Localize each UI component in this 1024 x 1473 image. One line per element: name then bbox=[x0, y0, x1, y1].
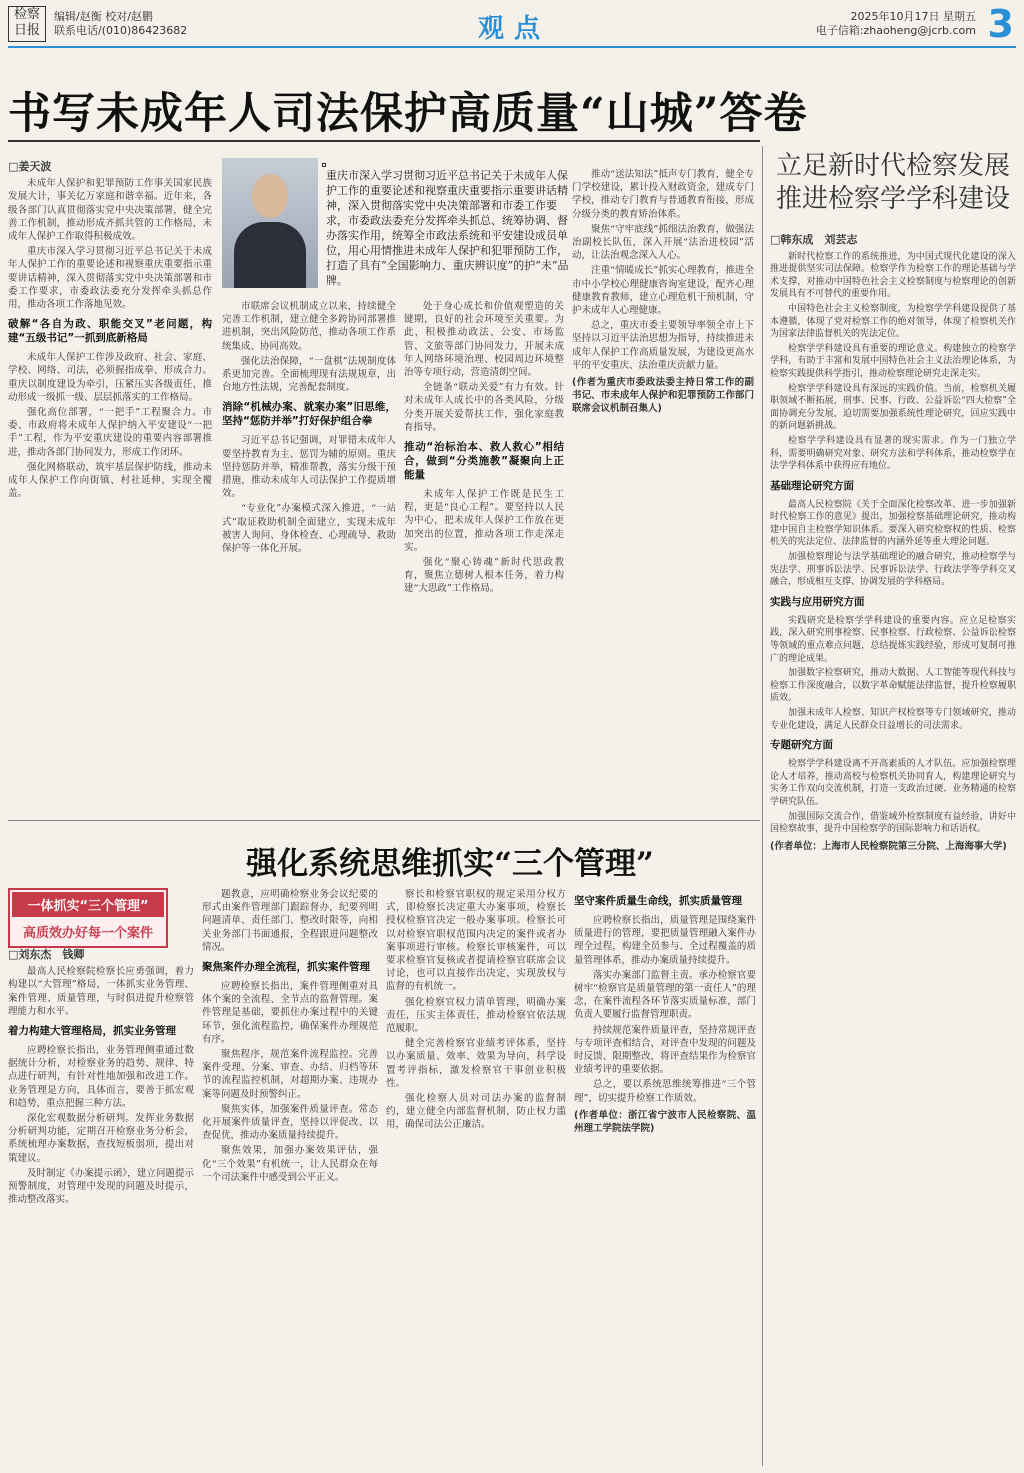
section-divider bbox=[8, 820, 760, 821]
headline-divider bbox=[8, 140, 760, 142]
editors-line: 编辑/赵衡 校对/赵鹏 bbox=[54, 10, 153, 23]
article3-column-4 bbox=[574, 888, 756, 1466]
article3-subheading-3: 坚守案件质量生命线，抓实质量管理 bbox=[574, 895, 742, 907]
article3-headline: 强化系统思维抓实“三个管理” bbox=[246, 846, 654, 882]
editor-info bbox=[54, 10, 187, 38]
date-info bbox=[816, 10, 976, 38]
body-text: 市联席会议机制成立以来，持续健全完善工作机制，建立健全多跨协同部署推进机制，突出风险防范，推动各项工作系统集成、协同高效。 强化法治保障，“一盘棋”法规制度体系更加完善。全面梳理现有法规规章，出台地方性法规，完善配套制度。 bbox=[222, 301, 396, 394]
article1-column-2: 市联席会议机制成立以来，持续健全完善工作机制，建立健全多跨协同部署推进机制，突出风险防范，推动各项工作系统集成、协同高效。 强化法治保障，“一盘棋”法规制度体系更加完善。全面梳理现有法规规章，出台地方性法规，完善配套制度。 消除“机械办案、就案办案”旧思维，坚持“惩防并举”打好保护组合拳 习近平总书记强调，对罪错未成年人要坚持教育为主、惩罚为辅的原则。重庆坚持惩防并举，精准帮教，落实分级干预措施，推动未成年人司法保护工作提质增效。 “专业化”办案模式深入推进，“一站式”取证救助机制全面建立，实现未成年被害人询问、身体检查、心理疏导、救助保护等一体化开展。 bbox=[222, 301, 396, 555]
body-text: 察长和检察官职权的规定采用分权方式，即检察长决定重大办案事项，检察长授权检察官决定一般办案事项。检察长可以对检察官职权范围内决定的案件或者办案事项进行审核。检察长审核案件，可以要求检察官复核或者提请检察官联席会议讨论，也可以直接作出决定，实现放权与监督的有机统一。 强化检察官权力清单管理，明确办案责任，压实主体责任，推动检察官依法规范履职。 健全完善检察官业绩考评体系，坚持以办案质量、效率、效果为导向，科学设置考评指标，激发检察官干事创业积极性。 强化检察人员对司法办案的监督制约，建立健全内部监督机制，防止权力滥用，确保司法公正廉洁。 bbox=[386, 889, 566, 1131]
article3-subheading-2: 聚焦案件办理全流程，抓实案件管理 bbox=[202, 961, 370, 974]
email-line: 电子信箱:zhaoheng@jcrb.com bbox=[815, 24, 976, 37]
column-divider bbox=[762, 146, 763, 1466]
body-text: 题教意，应明确检察业务会议纪要的形式由案件管理部门跟踪督办，纪要列明问题清单、责任部门、整改时限等，向相关业务部门书面通报，全程跟进问题整改情况。 bbox=[202, 889, 378, 953]
article2-author-note: (作者单位：上海市人民检察院第三分院、上海海事大学) bbox=[770, 840, 1007, 852]
article3-byline: □刘东杰 钱卿 bbox=[8, 948, 85, 961]
body-text: 处于身心成长和价值观塑造的关键期，良好的社会环境至关重要。为此，积极推动政法、公安、市场监管、文旅等部门协同发力，开展未成年人网络环境治理、校园周边环境整治等专项行动，营造清朗空间。 全链条“联动关爱”有力有效。针对未成年人成长中的各类风险，分级分类开展关爱帮扶工作，强化家庭教育指导。 bbox=[404, 301, 564, 433]
article3-author-note: (作者单位：浙江省宁波市人民检察院、温州理工学院法学院) bbox=[574, 1109, 756, 1134]
article1-subheading-3: 推动“治标治本、救人救心”相结合，做到“分类施教”凝聚向上正能量 bbox=[404, 441, 564, 482]
article2-byline: □韩东成 刘芸志 bbox=[770, 234, 858, 246]
body-text: 新时代检察工作的系统推进，为中国式现代化建设的深入推进提供坚实司法保障。检察学作为检察工作的理论基础与学术支撑，对推动中国特色社会主义检察制度与检察理论的创新发展具有不可替代的重要作用。 中国特色社会主义检察制度，为检察学学科建设提供了基本遵循，体现了党对检察工作的绝对领导，体现了检察机关作为国家法律监督机关的宪法定位。 检察学学科建设具有重要的理论意义。构建独立的检察学学科，有助于丰富和发展中国特色社会主义法治理论体系，为检察实践提供科学指引，推动检察理论研究走深走实。 检察学学科建设具有深远的实践价值。当前，检察机关履职领域不断拓展，刑事、民事、行政、公益诉讼“四大检察”全面协调充分发展，迫切需要加强系统性理论研究，回应实践中的新问题新挑战。 检察学学科建设具有显著的现实需求。作为一门独立学科，需要明确研究对象、研究方法和学科体系，推动检察学在法学学科体系中获得应有地位。 bbox=[770, 251, 1016, 472]
article3-column-3 bbox=[386, 888, 566, 1466]
section-title: 观点 bbox=[478, 14, 551, 44]
body-text: 应聘检察长指出，质量管理是围绕案件质量进行的管理，要把质量管理融入案件办理全过程，构建全员参与、全过程覆盖的质量管理体系，推动办案质量持续提升。 落实办案部门监督主责。承办检察官要树牢“检察官是质量管理的第一责任人”的理念，在案件流程各环节落实质量标准，部门负责人要履行监督管理职责。 持续规范案件质量评查，坚持常规评查与专项评查相结合，对评查中发现的问题及时反馈、限期整改，将评查结果作为检察官业绩考评的重要依据。 总之，要以系统思维统筹推进“三个管理”，切实提升检察工作质效。 bbox=[574, 915, 756, 1104]
article3-column-2: 题教意，应明确检察业务会议纪要的形式由案件管理部门跟踪督办，纪要列明问题清单、责任部门、整改时限等，向相关业务部门书面通报，全程跟进问题整改情况。 聚焦案件办理全流程，抓实案件管理 应聘检察长指出，案件管理侧重对具体个案的全流程、全节点的监督管理。案件管理是基础，要抓住办案过程中的关键环节，强化流程监控，确保案件办理规范有序。 聚焦程序，规范案件流程监控。完善案件受理、分案、审查、办结、归档等环节的流程监控机制，对超期办案、违规办案等问题及时预警纠正。 聚焦实体，加强案件质量评查。常态化开展案件质量评查，坚持以评促改、以查促优，推动办案质量持续提升。 聚焦效果，加强办案效果评估，强化“三个效果”有机统一，让人民群众在每一个司法案件中感受到公平正义。 bbox=[202, 889, 378, 1183]
article3-subheading-1: 着力构建大管理格局，抓实业务管理 bbox=[8, 1025, 176, 1038]
article1-column-1: □姜天波 未成年人保护和犯罪预防工作事关国家民族发展大计，事关亿万家庭和谐幸福。近年来，各级各部门认真贯彻落实党中央决策部署，健全完善工作机制，推动形成齐抓共管的工作格局，未成年人保护工作取得积极成效。 重庆市深入学习贯彻习近平总书记关于未成年人保护工作的重要论述和视察重庆重要指示重要讲话精神，深入贯彻落实党中央决策部署和市委工作要求，市委政法委充分发挥牵头抓总作用，推动各项工作落地见效。 破解“各自为政、职能交叉”老问题，构建“五级书记”一抓到底新格局 未成年人保护工作涉及政府、社会、家庭、学校、网络、司法，必须握指成拳、形成合力。重庆以制度建设为牵引，压紧压实各级责任，推动形成一级抓一级、层层抓落实的工作格局。 强化高位部署，“一把手”工程聚合力。市委、市政府将未成年人保护纳入平安建设“一把手”工程，作为平安重庆建设的重要内容部署推进，推动各部门协同发力，形成工作闭环。 强化网格联动，筑牢基层保护防线，推动未成年人保护工作向街镇、村社延伸，实现全覆盖。 bbox=[8, 160, 212, 500]
article3-column-1: □刘东杰 钱卿 最高人民检察院检察长应勇强调，着力构建以“大管理”格局，一体抓实业务管理、案件管理、质量管理，与时俱进提升检察管理能力和水平。 着力构建大管理格局，抓实业务管理 应聘检察长指出，业务管理侧重通过数据统计分析，对检察业务的趋势、规律、特点进行研判，有针对性地加强和改进工作。业务管理是方向，具体而言，要善于抓宏观和趋势，重点把握三种方法。 深化宏观数据分析研判。发挥业务数据分析研判功能，定期召开检察业务分析会，系统梳理办案数据，查找短板弱项，提出对策建议。 及时制定《办案提示函》，建立问题提示预警制度，对管理中发现的问题及时提示，推动整改落实。 bbox=[8, 948, 194, 1206]
article2-subheading-2: 实践与应用研究方面 bbox=[770, 595, 865, 608]
author-photo bbox=[222, 158, 318, 288]
page-number: 3 bbox=[987, 2, 1014, 46]
article2-subheading-1: 基础理论研究方面 bbox=[770, 479, 854, 492]
article1-byline: □姜天波 bbox=[8, 160, 52, 173]
article1-subheading-1: 破解“各自为政、职能交叉”老问题，构建“五级书记”一抓到底新格局 bbox=[8, 318, 212, 345]
article1-intro: 重庆市深入学习贯彻习近平总书记关于未成年人保护工作的重要论述和视察重庆重要指示重要讲话精神，深入贯彻落实党中央决策部署和市委工作要求，市委政法委充分发挥牵头抓总、统筹协调、督办落实作用，统筹全市政法系统和平安建设成员单位，用心用情推进未成年人保护和犯罪预防工作，打造了具有“全国影响力、重庆辨识度”的护“未”品牌。 bbox=[326, 169, 569, 287]
article2-headline: 立足新时代检察发展推进检察学学科建设 bbox=[775, 151, 1010, 214]
contact-line: 联系电话/(010)86423682 bbox=[54, 24, 188, 37]
callout-line-1: 一体抓实“三个管理” bbox=[12, 892, 164, 917]
article1-subheading-2: 消除“机械办案、就案办案”旧思维，坚持“惩防并举”打好保护组合拳 bbox=[222, 401, 396, 428]
article2-column: □韩东成 刘芸志 新时代检察工作的系统推进，为中国式现代化建设的深入推进提供坚实司法保障。检察学作为检察工作的理论基础与学术支撑，对推动中国特色社会主义检察制度与检察理论的创新发展具有不可替代的重要作用。 中国特色社会主义检察制度，为检察学学科建设提供了基本遵循，体现了党对检察工作的绝对领导，体现了检察机关作为国家法律监督机关的宪法定位。 检察学学科建设具有重要的理论意义。构建独立的检察学学科，有助于丰富和发展中国特色社会主义法治理论体系，为检察实践提供科学指引，推动检察理论研究走深走实。 检察学学科建设具有深远的实践价值。当前，检察机关履职领域不断拓展，刑事、民事、行政、公益诉讼“四大检察”全面协调充分发展，迫切需要加强系统性理论研究，回应实践中的新问题新挑战。 检察学学科建设具有显著的现实需求。作为一门独立学科，需要明确研究对象、研究方法和学科体系，推动检察学在法学学科体系中获得应有地位。 基础理论研究方面 最高人民检察院《关于全面深化检察改革、进一步加强新时代检察工作的意见》提出，加强检察基础理论研究，推动构建中国自主检察学知识体系。要深入研究检察权的性质、检察机关的宪法定位、法律监督的内涵外延等重大理论问题。 加强检察理论与法学基础理论的融合研究，推动检察学与宪法学、刑事诉讼法学、民事诉讼法学、行政法学等学科交叉融合，形成相互支撑、协调发展的学科格局。 实践与应用研究方面 实践研究是检察学学科建设的重要内容。应立足检察实践，深入研究刑事检察、民事检察、行政检察、公益诉讼检察等领域的重点难点问题，总结提炼实践经验，形成可复制可推广的理论成果。 加强数字检察研究，推动大数据、人工智能等现代科技与检察工作深度融合，以数字革命赋能法律监督，提升检察履职质效。 加强未成年人检察、知识产权检察等专门领域研究，推动专业化建设，满足人民群众日益增长的司法需求。 专题研究方面 检察学学科建设离不开高素质的人才队伍。应加强检察理论人才培养，推动高校与检察机关协同育人，构建理论研究与实务工作双向交流机制，打造一支政治过硬、业务精通的检察学研究队伍。 加强国际交流合作，借鉴域外检察制度有益经验，讲好中国检察故事，提升中国检察学的国际影响力和话语权。 (作者单位：上海市人民检察院第三分院、上海海事大学) bbox=[770, 234, 1016, 852]
newspaper-logo: 检察日报 bbox=[8, 6, 46, 42]
article1-headline: 书写未成年人司法保护高质量“山城”答卷 bbox=[8, 89, 808, 139]
article1-author-note: (作者为重庆市委政法委主持日常工作的副书记、市未成年人保护和犯罪预防工作部门联席会议机制召集人) bbox=[572, 377, 754, 415]
article1-column-4 bbox=[572, 168, 754, 808]
body-text: 未成年人保护和犯罪预防工作事关国家民族发展大计，事关亿万家庭和谐幸福。近年来，各级各部门认真贯彻落实党中央决策部署，健全完善工作机制，推动形成齐抓共管的工作格局，未成年人保护工作取得积极成效。 重庆市深入学习贯彻习近平总书记关于未成年人保护工作的重要论述和视察重庆重要指示重要讲话精神，深入贯彻落实党中央决策部署和市委工作要求，市委政法委充分发挥牵头抓总作用，推动各项工作落地见效。 bbox=[8, 178, 212, 311]
intro-marker bbox=[322, 163, 326, 167]
body-text: 推动“送法知法”抵声专门教育，健全专门学校建设，累计投入财政资金，建成专门学校，推动专门教育与普通教育衔接，形成分级分类的教育矫治体系。 聚焦“守牢底线”抓细法治教育，做强法治副校长队伍，深入开展“法治进校园”活动，让法治观念深入人心。 注重“情暖成长”抓实心理教育，推进全市中小学校心理健康咨询室建设，配齐心理健康教育教师，建立心理危机干预机制，守护未成年人心理健康。 总之，重庆市委主要领导率领全市上下坚持以习近平法治思想为指导，持续推进未成年人保护工作高质量发展，为建设更高水平的平安重庆、法治重庆贡献力量。 bbox=[572, 169, 754, 371]
article3-callout bbox=[8, 888, 168, 948]
callout-line-2: 高质效办好每一个案件 bbox=[12, 919, 164, 944]
page-header bbox=[0, 0, 1024, 48]
issue-date: 2025年10月17日 星期五 bbox=[850, 10, 976, 23]
article2-subheading-3: 专题研究方面 bbox=[770, 739, 833, 752]
body-text: 最高人民检察院检察长应勇强调，着力构建以“大管理”格局，一体抓实业务管理、案件管理、质量管理，与时俱进提升检察管理能力和水平。 bbox=[8, 966, 194, 1017]
header-divider bbox=[8, 46, 1016, 48]
article1-column-3: 处于身心成长和价值观塑造的关键期，良好的社会环境至关重要。为此，积极推动政法、公安、市场监管、文旅等部门协同发力，开展未成年人网络环境治理、校园周边环境整治等专项行动，营造清朗空间。 全链条“联动关爱”有力有效。针对未成年人成长中的各类风险，分级分类开展关爱帮扶工作，强化家庭教育指导。 推动“治标治本、救人救心”相结合，做到“分类施教”凝聚向上正能量 未成年人保护工作既是民生工程，更是“良心工程”。要坚持以人民为中心，把未成年人保护工作放在更加突出的位置，推动各项工作走深走实。 强化“聚心铸魂”新时代思政教育，聚焦立德树人根本任务，着力构建“大思政”工作格局。 bbox=[404, 301, 564, 595]
